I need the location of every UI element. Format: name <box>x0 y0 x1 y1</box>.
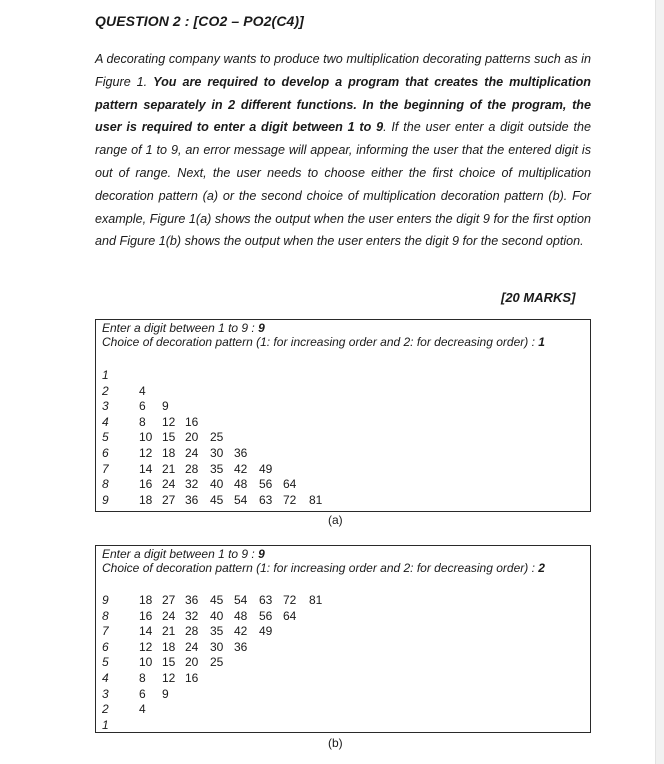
pattern-cell: 54 <box>234 492 248 507</box>
pattern-cell: 81 <box>309 492 323 507</box>
pattern-cell: 21 <box>162 461 176 476</box>
pattern-cell: 12 <box>162 414 176 429</box>
pattern-cell: 12 <box>162 671 176 685</box>
question-paragraph <box>95 48 591 253</box>
figure-b-caption: (b) <box>328 736 343 750</box>
figure-a-output-box <box>95 319 591 512</box>
pattern-cell: 18 <box>139 593 153 607</box>
pattern-cell: 10 <box>139 655 153 670</box>
pattern-cell: 30 <box>210 446 224 460</box>
pattern-cell: 5 <box>102 430 109 445</box>
pattern-cell: 64 <box>283 608 297 623</box>
choice-value: 1 <box>538 335 545 349</box>
pattern-cell: 20 <box>185 655 199 670</box>
pattern-cell: 72 <box>283 593 297 607</box>
pattern-cell: 8 <box>102 608 109 623</box>
pattern-cell: 2 <box>102 383 109 398</box>
pattern-cell: 18 <box>139 492 153 507</box>
pattern-cell: 20 <box>185 430 199 445</box>
figure-a-caption: (a) <box>328 513 343 527</box>
prompt-label: Enter a digit between 1 to 9 : <box>102 321 259 335</box>
choice-label: Choice of decoration pattern (1: for increasing order and 2: for decreasing order) : <box>102 561 539 575</box>
prompt-label: Enter a digit between 1 to 9 : <box>102 547 259 561</box>
pattern-cell: 18 <box>162 639 176 654</box>
pattern-cell: 14 <box>139 461 153 476</box>
pattern-cell: 36 <box>234 446 248 460</box>
prompt-value: 9 <box>258 547 265 561</box>
figure-a-pattern-grid <box>96 320 590 511</box>
pattern-cell: 40 <box>210 477 224 492</box>
pattern-cell: 16 <box>139 608 153 623</box>
pattern-cell: 25 <box>210 430 224 445</box>
pattern-cell: 40 <box>210 608 224 623</box>
pattern-cell: 24 <box>162 608 176 623</box>
pattern-cell: 3 <box>102 686 109 701</box>
pattern-cell: 48 <box>234 608 248 623</box>
page-edge <box>655 0 664 764</box>
pattern-cell: 21 <box>162 624 176 639</box>
pattern-cell: 56 <box>259 477 273 492</box>
pattern-cell: 16 <box>139 477 153 492</box>
prompt-value: 9 <box>258 321 265 335</box>
marks-label: [20 MARKS] <box>501 290 576 305</box>
paragraph-segment: A decorating company wants to produce two multiplication decorating patterns such as in Figure 1. <box>95 52 591 89</box>
pattern-cell: 64 <box>283 477 297 492</box>
pattern-cell: 32 <box>185 608 199 623</box>
choice-label: Choice of decoration pattern (1: for increasing order and 2: for decreasing order) : <box>102 335 539 349</box>
pattern-cell: 4 <box>102 414 109 429</box>
pattern-cell: 16 <box>185 414 199 429</box>
pattern-cell: 81 <box>309 593 323 607</box>
pattern-cell: 36 <box>234 639 248 654</box>
pattern-cell: 45 <box>210 492 224 507</box>
choice-value: 2 <box>538 561 545 575</box>
pattern-cell: 12 <box>139 639 153 654</box>
pattern-cell: 42 <box>234 624 248 639</box>
pattern-cell: 63 <box>259 593 273 607</box>
pattern-cell: 28 <box>185 461 199 476</box>
pattern-cell: 14 <box>139 624 153 639</box>
pattern-cell: 15 <box>162 655 176 670</box>
pattern-cell: 35 <box>210 461 224 476</box>
pattern-cell: 30 <box>210 639 224 654</box>
pattern-cell: 12 <box>139 446 153 460</box>
pattern-cell: 27 <box>162 492 176 507</box>
pattern-cell: 6 <box>139 399 146 414</box>
pattern-cell: 7 <box>102 624 109 639</box>
pattern-cell: 15 <box>162 430 176 445</box>
pattern-cell: 10 <box>139 430 153 445</box>
pattern-cell: 2 <box>102 702 109 717</box>
pattern-cell: 7 <box>102 461 109 476</box>
pattern-cell: 48 <box>234 477 248 492</box>
question-heading: QUESTION 2 : [CO2 – PO2(C4)] <box>95 13 304 29</box>
pattern-cell: 72 <box>283 492 297 507</box>
pattern-cell: 28 <box>185 624 199 639</box>
pattern-cell: 49 <box>259 461 273 476</box>
pattern-cell: 24 <box>185 639 199 654</box>
pattern-cell: 35 <box>210 624 224 639</box>
pattern-cell: 24 <box>162 477 176 492</box>
pattern-cell: 9 <box>162 686 169 701</box>
pattern-cell: 36 <box>185 492 199 507</box>
pattern-cell: 24 <box>185 446 199 460</box>
pattern-cell: 27 <box>162 593 176 607</box>
figure-b-output-box <box>95 545 591 733</box>
pattern-cell: 9 <box>162 399 169 414</box>
paragraph-segment: . If the user enter a digit outside the range of 1 to 9, an error message will appear, informing the user that the entered digit is out of range. Next, the user needs to choose either the first choice of multiplication decoration pattern (a) or the second choice of multiplication decoration pattern (b). For example, Figure 1(a) shows the output when the user enters the digit 9 for the first option and Figure 1(b) shows the output when the user enters the digit 9 for the second option. <box>95 120 591 249</box>
pattern-cell: 16 <box>185 671 199 685</box>
pattern-cell: 25 <box>210 655 224 670</box>
pattern-cell: 18 <box>162 446 176 460</box>
pattern-cell: 9 <box>102 593 109 607</box>
pattern-cell: 56 <box>259 608 273 623</box>
pattern-cell: 32 <box>185 477 199 492</box>
pattern-cell: 6 <box>139 686 146 701</box>
pattern-cell: 9 <box>102 492 109 507</box>
pattern-cell: 4 <box>102 671 109 685</box>
pattern-cell: 5 <box>102 655 109 670</box>
pattern-cell: 1 <box>102 717 109 732</box>
pattern-cell: 6 <box>102 446 109 460</box>
pattern-cell: 6 <box>102 639 109 654</box>
pattern-cell: 49 <box>259 624 273 639</box>
pattern-cell: 45 <box>210 593 224 607</box>
paragraph-bold-segment: You are required to develop a program that creates the multiplication pattern separately in 2 different functions. In the beginning of the program, the user is required to enter a digit between 1 to 9 <box>95 74 591 135</box>
pattern-cell: 42 <box>234 461 248 476</box>
pattern-cell: 1 <box>102 368 109 382</box>
figure-b-pattern-grid <box>96 546 590 732</box>
pattern-cell: 36 <box>185 593 199 607</box>
pattern-cell: 4 <box>139 383 146 398</box>
pattern-cell: 4 <box>139 702 146 717</box>
pattern-cell: 8 <box>139 414 146 429</box>
pattern-cell: 54 <box>234 593 248 607</box>
pattern-cell: 3 <box>102 399 109 414</box>
pattern-cell: 8 <box>139 671 146 685</box>
pattern-cell: 63 <box>259 492 273 507</box>
pattern-cell: 8 <box>102 477 109 492</box>
